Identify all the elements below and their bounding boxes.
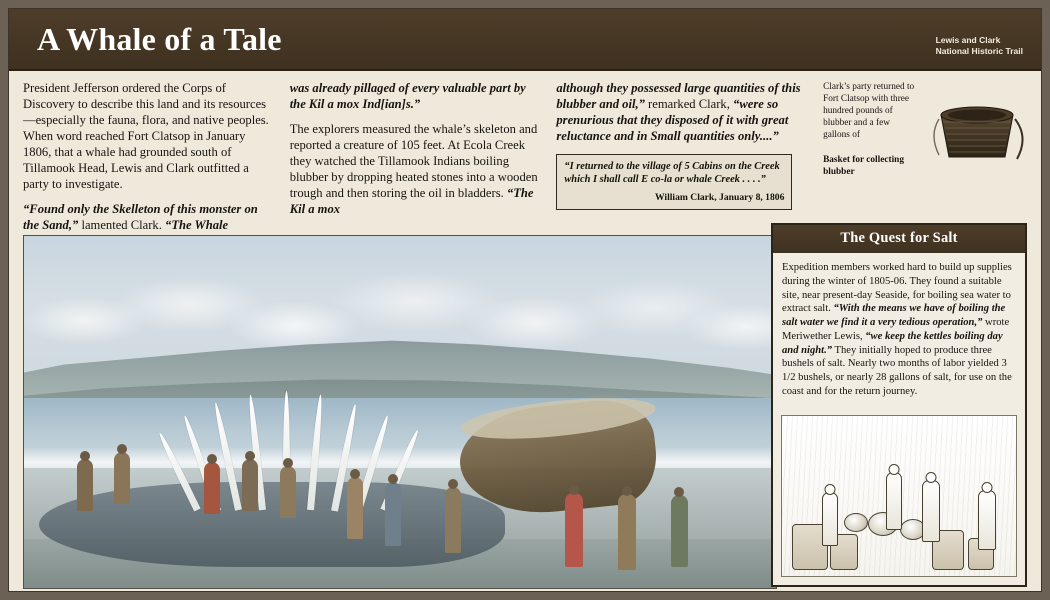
col2-text: The explorers measured the whale’s skeleton and reported a creature of 105 feet. At Ecola Creek they watched the Tillamook Indians boiling blubber by dropping heated stones into a wooden trough and then storing the oil in bladders.: [289, 121, 538, 200]
figure-group: [77, 459, 93, 511]
col1-quote-2: “The Whale: [165, 217, 229, 232]
salt-worker-figure: [978, 490, 996, 550]
figure-group: [242, 459, 258, 511]
figure-group: [204, 462, 220, 514]
basket-illustration: [927, 95, 1027, 167]
salt-p1: Expedition members worked hard to build up supplies during the winter of 1805-06. They found a suitable site, near present-day Seaside, for boiling sea water to extract salt.: [782, 262, 1012, 315]
salt-quote-1: “With the means we have of boiling the salt water we find it a very tedious operation,”: [782, 303, 1006, 329]
text-columns: [23, 81, 1027, 243]
column-1: [23, 81, 272, 243]
column-2: [290, 81, 539, 227]
col3-mid: remarked Clark,: [644, 96, 734, 111]
figure-group: [565, 493, 583, 567]
pull-quote-box: [556, 154, 792, 210]
salt-worker-figure: [922, 480, 940, 542]
salt-body-text: [773, 253, 1025, 405]
figure-group: [114, 452, 130, 504]
basket-note: [823, 81, 1027, 177]
basket-caption: Basket for collecting blubber: [823, 155, 904, 177]
col3-quote-top: although they possessed large quantities of this blubber and oil,”: [556, 81, 801, 111]
salt-worker-figure: [886, 472, 902, 530]
col1-tail: lamented Clark.: [78, 217, 166, 232]
salt-kettle: [844, 513, 868, 532]
col2-quote-top: was already pillaged of every valuable part by the Kil a mox Ind[ian]s.”: [289, 81, 526, 111]
col3-quote-2: “were so prenurious that they disposed of it with great reluctance and in Small quantities only....”: [556, 96, 789, 143]
basket-note-text: Clark’s party returned to Fort Clatsop with three hundred pounds of blubber and a few gallons of: [823, 82, 915, 141]
column-3: [556, 81, 805, 210]
panel-header: [9, 9, 1041, 71]
figure-group: [280, 466, 296, 518]
body-area: [9, 71, 1041, 243]
figure-group: [347, 477, 363, 539]
figure-group: [445, 487, 461, 553]
whale-beach-illustration: [23, 235, 777, 589]
figure-group: [385, 482, 401, 546]
salt-worker-figure: [822, 492, 838, 546]
salt-works-illustration: [781, 415, 1017, 577]
salt-p2: wrote Meriwether Lewis,: [782, 317, 1010, 342]
salt-quote-2: “we keep the kettles boiling day and night.”: [782, 330, 1003, 356]
col1-quote-1: “Found only the Skelleton of this monster on the Sand,”: [23, 201, 258, 232]
figure-group: [618, 494, 636, 570]
col3-paragraph-1: [556, 81, 805, 145]
salt-p3: They initially hoped to produce three bushels of salt. Nearly two months of labor yielded 3 1/2 bushels, or nearly 28 gallons of salt, for use on the coast and for the return journey.: [782, 344, 1012, 397]
trail-line-2: National Historic Trail: [935, 46, 1023, 57]
trail-line-1: Lewis and Clark: [935, 35, 1001, 45]
col1-paragraph-2: [23, 202, 272, 234]
salt-heading: The Quest for Salt: [773, 225, 1025, 253]
trail-identifier: [936, 35, 1023, 58]
pull-quote-text: “I returned to the village of 5 Cabins on the Creek which I shall call E co-la or whale Creek . . . .”: [564, 160, 780, 186]
page-title: A Whale of a Tale: [37, 20, 282, 57]
col1-paragraph-1: President Jefferson ordered the Corps of Discovery to describe this land and its resources—especially the fauna, flora, and native peoples. When word reached Fort Clatsop in January 1806, that a whale had grounded south of Tillamook Head, Lewis and Clark outfitted a party to investigate.: [23, 81, 269, 191]
col2-paragraph-1: [290, 122, 539, 218]
figure-group: [671, 495, 688, 567]
col2-quote-tail: “The Kil a mox: [289, 185, 534, 216]
panel-inner: [8, 8, 1042, 592]
pull-quote-attribution: William Clark, January 8, 1806: [655, 191, 785, 203]
quest-for-salt-sidebar: [771, 223, 1027, 587]
